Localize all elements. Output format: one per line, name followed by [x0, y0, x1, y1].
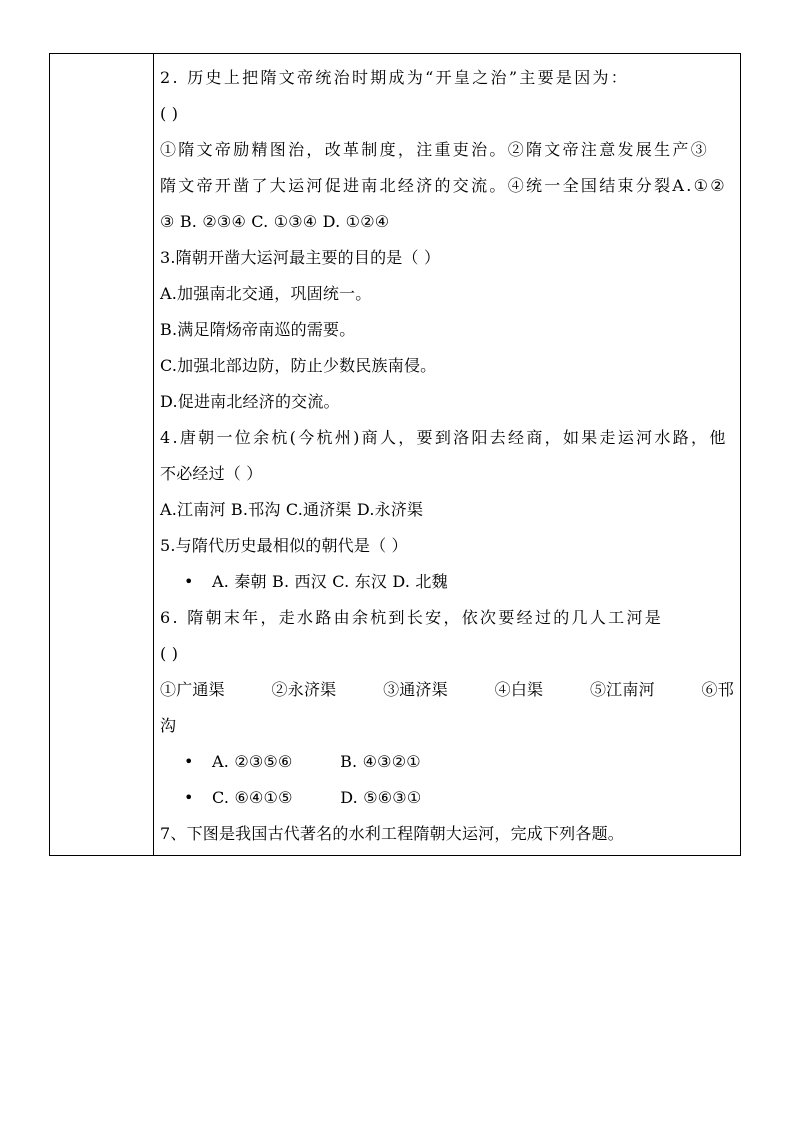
- question-table: [49, 53, 741, 856]
- q5-stem: 5.与隋代历史最相似的朝代是（ ）: [160, 536, 408, 555]
- q2-statements-line2: 隋文帝开凿了大运河促进南北经济的交流。④统一全国结束分裂A.①②: [160, 176, 727, 195]
- q2-stem: 2. 历史上把隋文帝统治时期成为“开皇之治”主要是因为：: [160, 68, 630, 87]
- q3-option-d: D.促进南北经济的交流。: [160, 392, 340, 411]
- q2-statements-line1: ①隋文帝励精图治，改革制度，注重吏治。②隋文帝注意发展生产③: [160, 140, 710, 159]
- q2-blank: ( ): [160, 104, 179, 123]
- q6-stem: 6. 隋朝末年，走水路由余杭到长安，依次要经过的几人工河是: [160, 608, 664, 627]
- q6-blank: ( ): [160, 644, 179, 663]
- q6-canal: ③通济渠: [383, 680, 448, 699]
- q6-canal: ①广通渠: [160, 680, 225, 699]
- bullet-icon: •: [184, 788, 194, 807]
- q5-options: A. 秦朝 B. 西汉 C. 东汉 D. 北魏: [212, 572, 448, 591]
- q4-options: A.江南河 B.邗沟 C.通济渠 D.永济渠: [160, 500, 424, 519]
- q3-option-c: C.加强北部边防，防止少数民族南侵。: [160, 356, 437, 375]
- q5-options-row: [160, 564, 740, 600]
- questions-cell: [160, 60, 740, 852]
- q6-options-ab-row: [160, 744, 740, 780]
- q3-stem: 3.隋朝开凿大运河最主要的目的是（ ）: [160, 248, 441, 267]
- q6-canal: ⑥邗: [701, 680, 734, 699]
- q3-option-b: B.满足隋炀帝南巡的需要。: [160, 320, 356, 339]
- q6-canal: ②永济渠: [271, 680, 337, 699]
- q6-canals-cont: 沟: [160, 716, 177, 735]
- q6-canal: ④白渠: [494, 680, 544, 699]
- q6-canal: ⑤江南河: [589, 680, 655, 699]
- bullet-icon: •: [184, 752, 194, 771]
- left-column-cell: [50, 54, 154, 855]
- q6-options-cd: C. ⑥④①⑤ D. ⑤⑥③①: [212, 788, 422, 807]
- q6-options-cd-row: [160, 780, 740, 816]
- q2-options: ③ B. ②③④ C. ①③④ D. ①②④: [160, 212, 390, 231]
- q7-stem: 7、下图是我国古代著名的水利工程隋朝大运河，完成下列各题。: [160, 824, 624, 843]
- q4-stem-cont: 不必经过（ ）: [160, 464, 263, 483]
- q6-options-ab: A. ②③⑤⑥ B. ④③②①: [212, 752, 421, 771]
- bullet-icon: •: [184, 572, 194, 591]
- q3-option-a: A.加强南北交通，巩固统一。: [160, 284, 372, 303]
- q4-stem: 4.唐朝一位余杭(今杭州)商人，要到洛阳去经商，如果走运河水路，他: [160, 428, 728, 447]
- q6-canals: [160, 672, 734, 708]
